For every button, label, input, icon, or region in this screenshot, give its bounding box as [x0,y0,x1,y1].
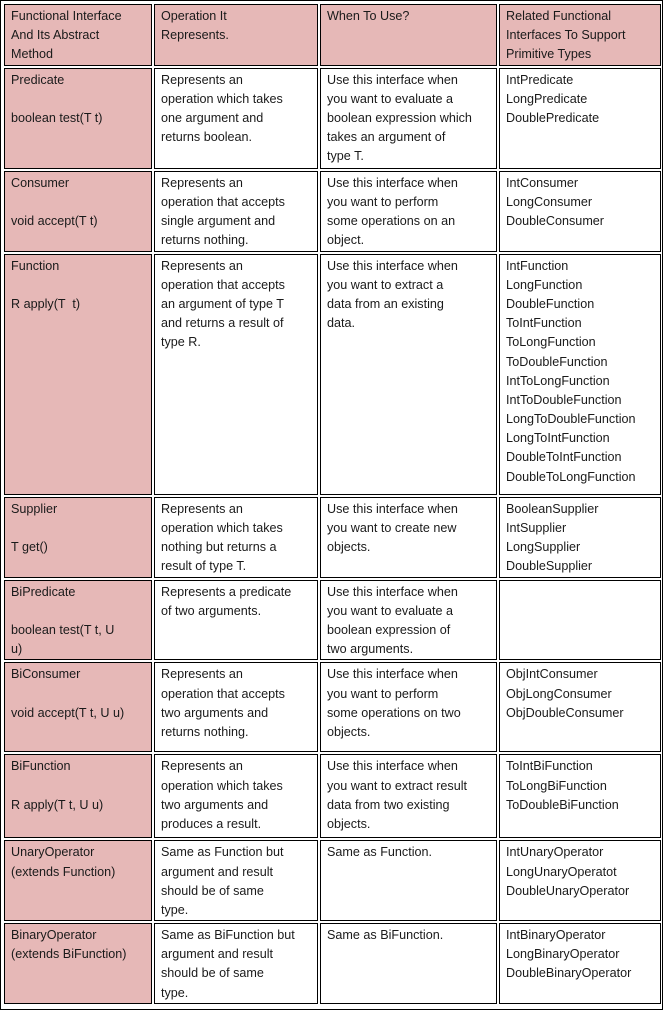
operation-cell [154,923,318,1004]
related-interface: ObjLongConsumer [506,686,612,701]
interface-name: UnaryOperator [11,845,95,860]
cell-text: data. [327,316,356,331]
cell-text: single argument and [161,213,276,228]
when-cell [320,497,497,578]
related-interface: ToLongBiFunction [506,778,607,793]
related-interface: LongToIntFunction [506,431,610,446]
when-cell [320,580,497,661]
related-interface: IntSupplier [506,520,567,535]
interface-name: Supplier [11,501,58,516]
related-interface: IntFunction [506,258,569,273]
interface-cell [4,171,152,252]
cell-text: Use this interface when [327,501,458,516]
related-interface: ObjDoubleConsumer [506,705,624,720]
cell-text: Represents a predicate [161,584,292,599]
cell-text: returns nothing. [161,233,249,248]
interface-extends-note: (extends BiFunction) [11,947,127,962]
table-row [4,254,661,495]
related-interface: ToDoubleBiFunction [506,797,619,812]
related-interface: DoubleToIntFunction [506,450,622,465]
related-interface: LongPredicate [506,91,588,106]
cell-text: one argument and [161,110,264,125]
cell-text: argument and result [161,947,274,962]
operation-cell [154,497,318,578]
interface-cell [4,840,152,921]
cell-text: type T. [327,149,364,164]
cell-text: you want to create new [327,520,457,535]
when-cell [320,754,497,838]
related-cell [499,254,661,495]
related-interface: DoubleFunction [506,296,595,311]
related-interface: ToIntBiFunction [506,759,593,774]
operation-cell [154,840,318,921]
related-interface: DoubleUnaryOperator [506,883,630,898]
abstract-method: void accept(T t, U u) [11,705,125,720]
related-cell [499,754,661,838]
cell-text: operation which takes [161,778,283,793]
cell-text: Use this interface when [327,759,458,774]
operation-cell [154,662,318,752]
interface-cell [4,662,152,752]
related-interface: ToDoubleFunction [506,354,608,369]
abstract-method: R apply(T t, U u) [11,797,104,812]
cell-text: operation which takes [161,91,283,106]
related-interface: IntPredicate [506,72,574,87]
operation-cell [154,754,318,838]
abstract-method: void accept(T t) [11,213,98,228]
related-interface: LongUnaryOperatot [506,864,617,879]
related-interface: LongFunction [506,277,583,292]
cell-text: Same as Function. [327,845,432,860]
cell-text: two arguments and [161,705,269,720]
cell-text: Same as BiFunction. [327,928,444,943]
cell-text: data from an existing [327,296,444,311]
operation-cell [154,68,318,169]
related-interface: IntConsumer [506,175,579,190]
related-interface: LongBinaryOperator [506,947,620,962]
cell-text: some operations on two [327,705,461,720]
related-interface: IntToDoubleFunction [506,392,622,407]
cell-text: should be of same [161,883,264,898]
header-text: Operation It [161,9,227,23]
cell-text: operation that accepts [161,277,285,292]
interface-name: BiFunction [11,759,71,774]
cell-text: an argument of type T [161,296,284,311]
cell-text: of two arguments. [161,603,262,618]
interface-cell [4,580,152,661]
cell-text: Represents an [161,501,243,516]
operation-cell [154,171,318,252]
operation-cell [154,254,318,495]
operation-cell [154,580,318,661]
abstract-method: u) [11,642,23,657]
interface-name: BinaryOperator [11,928,97,943]
cell-text: Represents an [161,667,243,682]
cell-text: Use this interface when [327,175,458,190]
related-interface: DoubleConsumer [506,213,605,228]
related-interface: DoubleSupplier [506,559,593,574]
cell-text: boolean expression of [327,622,451,637]
interface-cell [4,254,152,495]
cell-text: object. [327,233,365,248]
interface-name: Predicate [11,72,65,87]
related-interface: ObjIntConsumer [506,667,598,682]
cell-text: type. [161,985,189,1000]
cell-text: objects. [327,539,371,554]
related-interface: IntBinaryOperator [506,928,606,943]
related-interface: LongConsumer [506,194,593,209]
when-cell [320,68,497,169]
table-row [4,662,661,752]
cell-text: type. [161,902,189,917]
cell-text: returns boolean. [161,130,253,145]
cell-text: operation that accepts [161,686,285,701]
related-cell [499,923,661,1004]
table-row [4,580,661,661]
header-text: Method [11,47,54,62]
cell-text: type R. [161,335,201,350]
cell-text: you want to extract a [327,277,444,292]
cell-text: operation that accepts [161,194,285,209]
related-interface: DoubleToLongFunction [506,469,636,484]
cell-text: nothing but returns a [161,539,277,554]
related-cell [499,497,661,578]
cell-text: you want to evaluate a [327,91,454,106]
table-row [4,68,661,169]
when-cell [320,254,497,495]
cell-text: Represents an [161,72,243,87]
interface-name: BiPredicate [11,584,76,599]
related-interface: LongToDoubleFunction [506,412,636,427]
cell-text: Same as Function but [161,845,284,860]
cell-text: you want to perform [327,686,439,701]
cell-text: boolean expression which [327,110,472,125]
table-row [4,754,661,838]
related-cell [499,580,661,661]
functional-interfaces-table [2,2,663,1006]
header-row [4,4,661,66]
table-row [4,497,661,578]
interface-name: BiConsumer [11,667,81,682]
cell-text: you want to extract result [327,778,467,793]
cell-text: Use this interface when [327,584,458,599]
cell-text: Represents an [161,759,243,774]
interface-cell [4,497,152,578]
cell-text: Represents an [161,258,243,273]
header-text: And Its Abstract [11,28,100,43]
table-row [4,171,661,252]
cell-text: and returns a result of [161,316,284,331]
cell-text: you want to evaluate a [327,603,454,618]
table-row [4,923,661,1004]
abstract-method: boolean test(T t) [11,110,103,125]
cell-text: data from two existing [327,797,450,812]
cell-text: Represents an [161,175,243,190]
when-cell [320,171,497,252]
cell-text: produces a result. [161,816,262,831]
table-row [4,840,661,921]
related-interface: LongSupplier [506,539,581,554]
cell-text: two arguments. [327,642,414,657]
when-cell [320,662,497,752]
cell-text: two arguments and [161,797,269,812]
interface-cell [4,754,152,838]
cell-text: argument and result [161,864,274,879]
when-cell [320,840,497,921]
related-interface: BooleanSupplier [506,501,599,516]
related-interface: DoubleBinaryOperator [506,966,632,981]
cell-text: Use this interface when [327,72,458,87]
related-interface: DoublePredicate [506,110,600,125]
interface-extends-note: (extends Function) [11,864,116,879]
related-interface: ToIntFunction [506,316,582,331]
header-cell-related [499,4,661,66]
cell-text: some operations on an [327,213,456,228]
cell-text: objects. [327,816,371,831]
related-interface: IntUnaryOperator [506,845,604,860]
cell-text: operation which takes [161,520,283,535]
header-text: Functional Interface [11,9,122,23]
header-cell-when [320,4,497,66]
header-text: Represents. [161,28,229,43]
header-cell-interface [4,4,152,66]
related-cell [499,662,661,752]
interface-name: Consumer [11,175,70,190]
abstract-method: T get() [11,539,48,554]
related-interface: ToLongFunction [506,335,596,350]
related-cell [499,68,661,169]
header-cell-operation [154,4,318,66]
cell-text: Use this interface when [327,258,458,273]
cell-text: Same as BiFunction but [161,928,295,943]
header-text: Primitive Types [506,47,592,62]
header-text: Interfaces To Support [506,28,626,43]
header-text: Related Functional [506,9,612,23]
cell-text: returns nothing. [161,724,249,739]
cell-text: takes an argument of [327,130,446,145]
cell-text: Use this interface when [327,667,458,682]
related-cell [499,171,661,252]
abstract-method: boolean test(T t, U [11,622,115,637]
abstract-method: R apply(T t) [11,296,81,311]
interface-name: Function [11,258,60,273]
when-cell [320,923,497,1004]
related-cell [499,840,661,921]
cell-text: result of type T. [161,559,247,574]
cell-text: you want to perform [327,194,439,209]
interface-cell [4,923,152,1004]
header-text: When To Use? [327,9,410,23]
interface-cell [4,68,152,169]
cell-text: objects. [327,724,371,739]
related-interface: IntToLongFunction [506,373,610,388]
cell-text: should be of same [161,966,264,981]
